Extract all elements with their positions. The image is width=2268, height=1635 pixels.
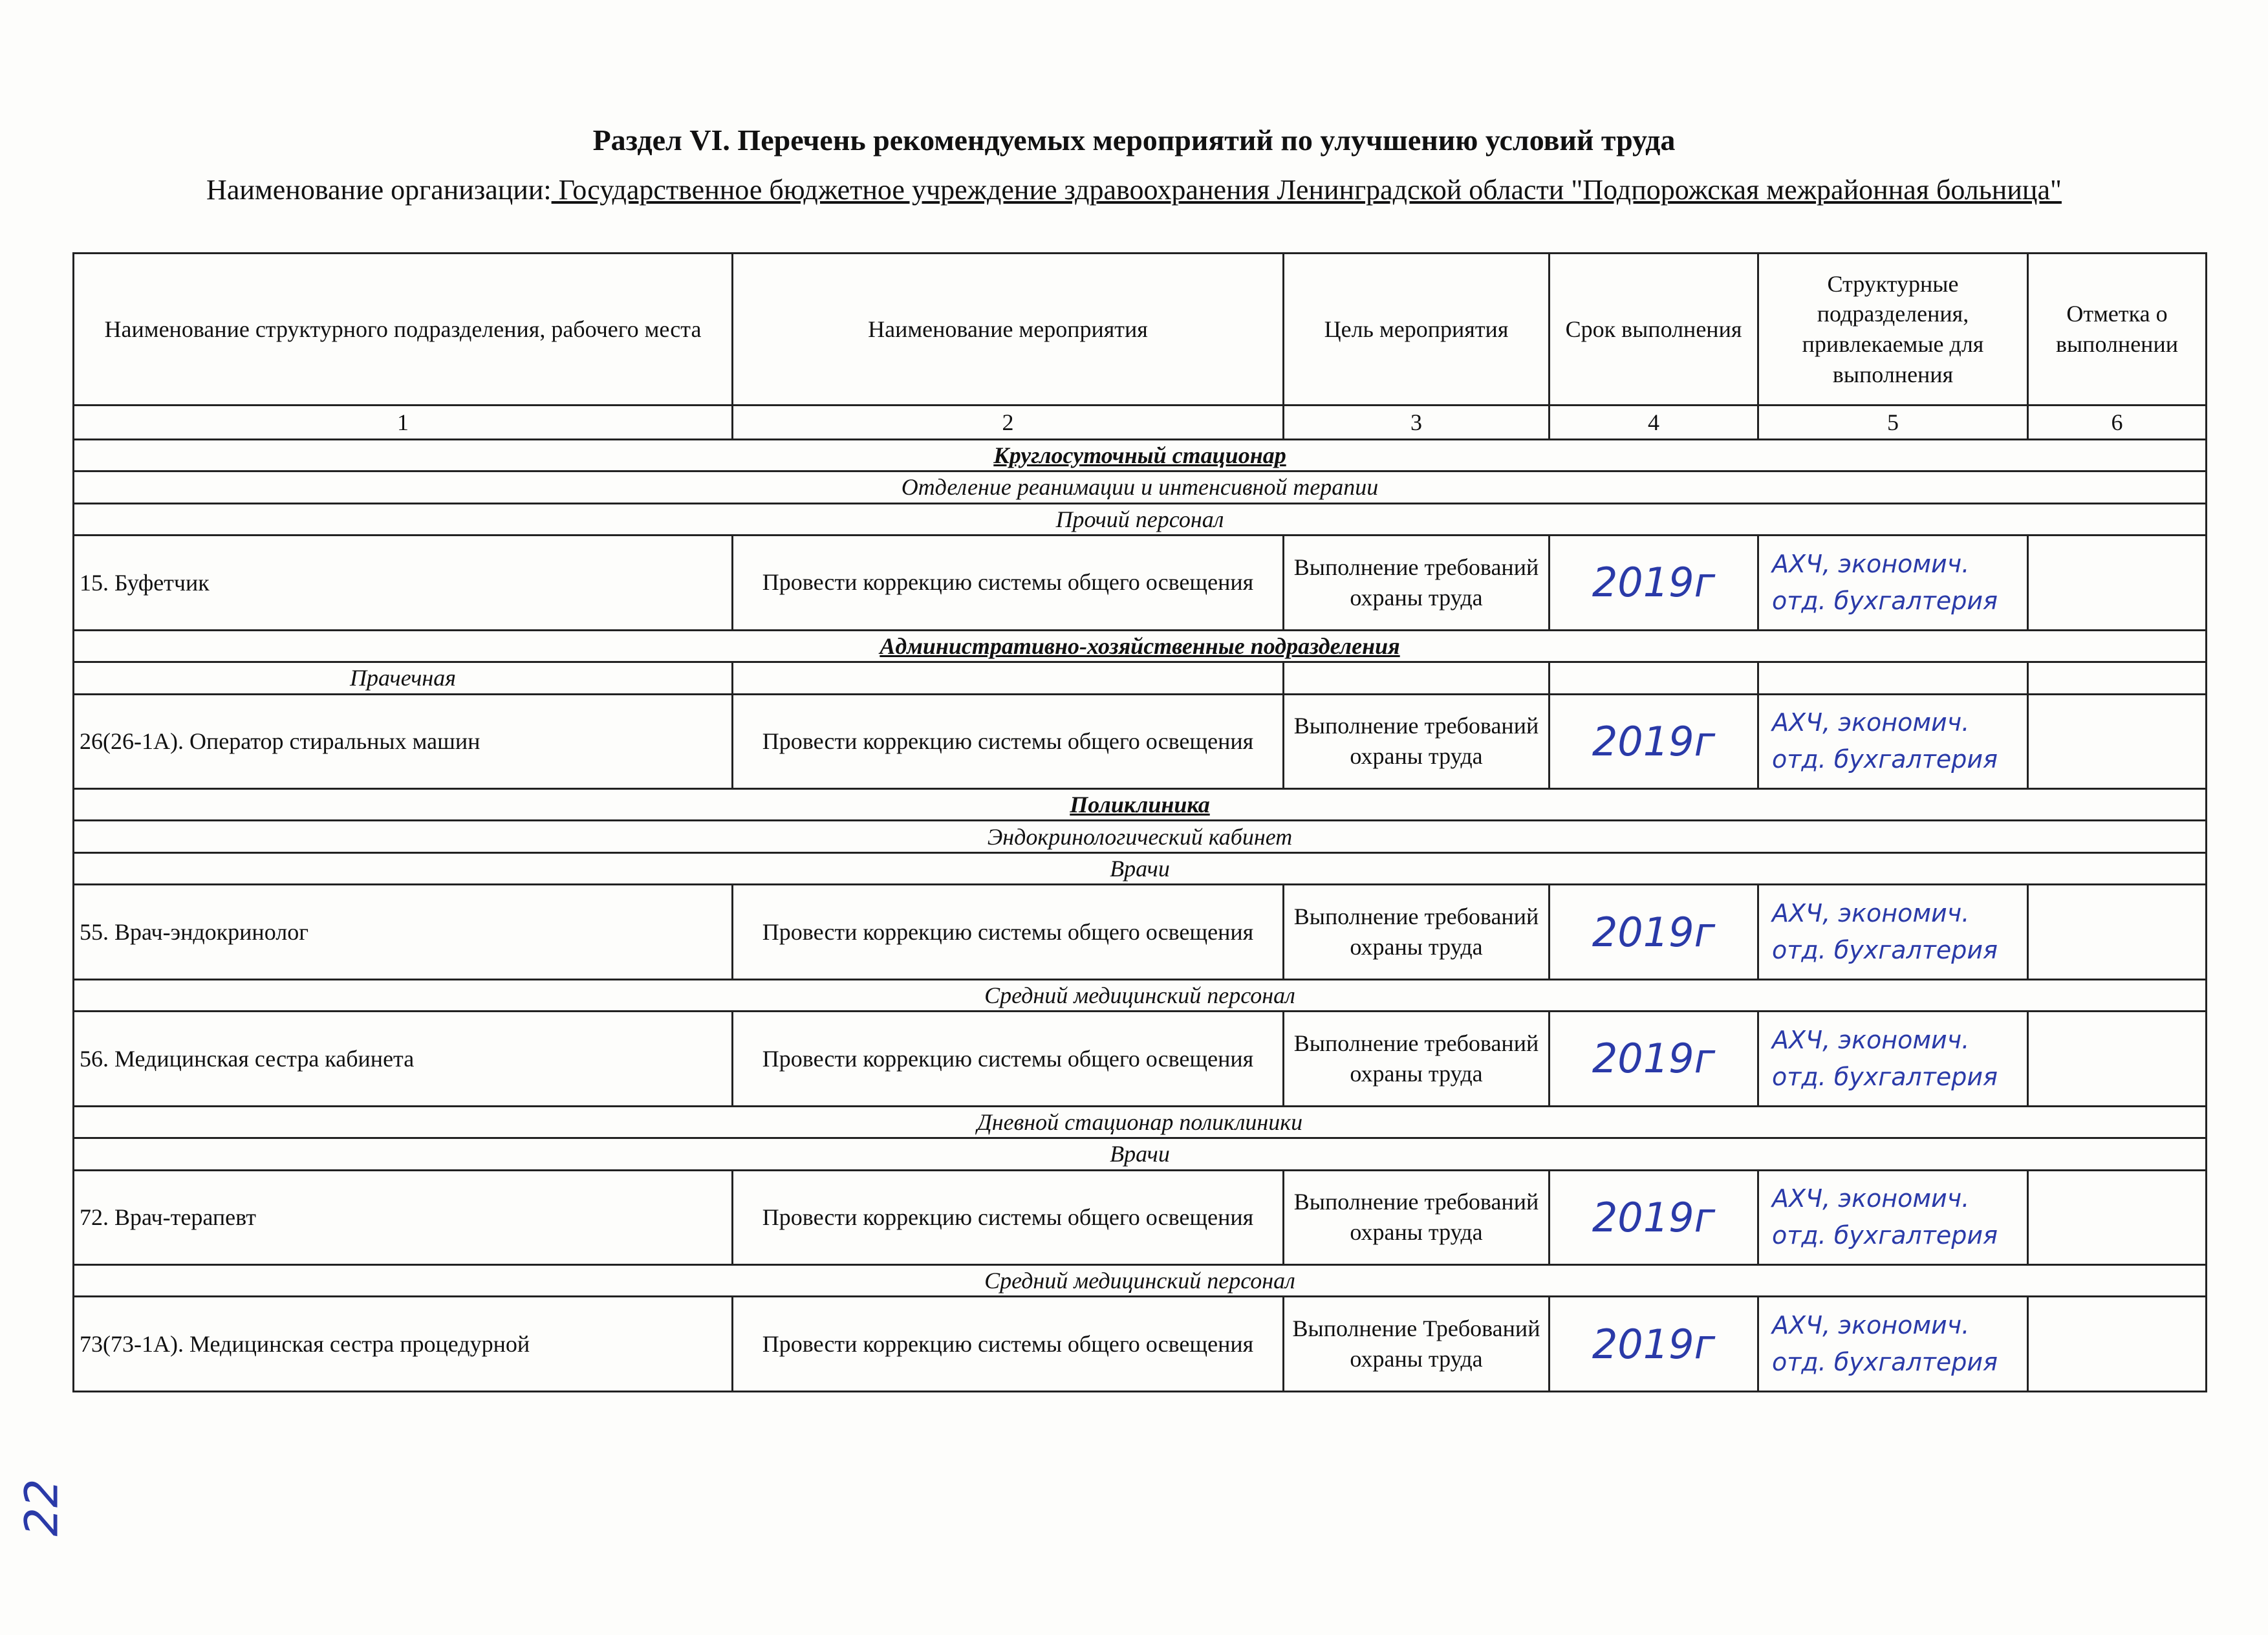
workplace-cell: 56. Медицинская сестра кабинета bbox=[74, 1012, 733, 1106]
category-row bbox=[74, 1264, 2207, 1296]
column-number: 3 bbox=[1284, 406, 1550, 440]
term-cell: 2019г bbox=[1550, 1012, 1758, 1106]
column-number: 6 bbox=[2028, 406, 2207, 440]
column-number: 4 bbox=[1550, 406, 1758, 440]
subsection-row bbox=[74, 471, 2207, 503]
empty-cell bbox=[1758, 662, 2028, 694]
category-row bbox=[74, 979, 2207, 1011]
measure-cell: Провести коррекцию системы общего освещения bbox=[733, 536, 1284, 630]
workplace-cell: 26(26-1А). Оператор стиральных машин bbox=[74, 694, 733, 788]
measure-cell: Провести коррекцию системы общего освещения bbox=[733, 694, 1284, 788]
section-title: Поликлиника bbox=[74, 788, 2207, 820]
section-row bbox=[74, 788, 2207, 820]
workplace-cell: 15. Буфетчик bbox=[74, 536, 733, 630]
subsection-title: Дневной стационар поликлиники bbox=[74, 1106, 2207, 1138]
workplace-cell: 55. Врач-эндокринолог bbox=[74, 885, 733, 979]
subsection-title: Отделение реанимации и интенсивной терапии bbox=[74, 471, 2207, 503]
mark-cell bbox=[2028, 1170, 2207, 1264]
column-number: 2 bbox=[733, 406, 1284, 440]
term-cell: 2019г bbox=[1550, 1297, 1758, 1392]
empty-cell bbox=[1550, 662, 1758, 694]
table-row bbox=[74, 694, 2207, 788]
measure-cell: Провести коррекцию системы общего освещения bbox=[733, 885, 1284, 979]
category-title: Врачи bbox=[74, 1138, 2207, 1170]
category-title: Прочий персонал bbox=[74, 503, 2207, 535]
goal-cell: Выполнение требований охраны труда bbox=[1284, 1170, 1550, 1264]
organization-label: Наименование организации: bbox=[206, 174, 552, 206]
header-units: Структурные подразделения, привлекаемые для выполнения bbox=[1758, 254, 2028, 406]
section-row bbox=[74, 439, 2207, 471]
section-row bbox=[74, 630, 2207, 662]
workplace-cell: 72. Врач-терапевт bbox=[74, 1170, 733, 1264]
mark-cell bbox=[2028, 694, 2207, 788]
table-row bbox=[74, 1297, 2207, 1392]
handwritten-page-number: 22 bbox=[15, 1478, 69, 1537]
goal-cell: Выполнение требований охраны труда bbox=[1284, 885, 1550, 979]
header-term: Срок выполнения bbox=[1550, 254, 1758, 406]
measures-table bbox=[72, 252, 2207, 1392]
units-cell: АХЧ, экономич. отд. бухгалтерия bbox=[1758, 885, 2028, 979]
category-row bbox=[74, 852, 2207, 884]
measure-cell: Провести коррекцию системы общего освещения bbox=[733, 1297, 1284, 1392]
section-title: Круглосуточный стационар bbox=[74, 439, 2207, 471]
column-number: 5 bbox=[1758, 406, 2028, 440]
category-title: Средний медицинский персонал bbox=[74, 1264, 2207, 1296]
organization-name: Государственное бюджетное учреждение здравоохранения Ленинградской области "Подпорожская межрайонная больница" bbox=[551, 174, 2062, 206]
header-goal: Цель мероприятия bbox=[1284, 254, 1550, 406]
table-row bbox=[74, 885, 2207, 979]
workplace-cell: 73(73-1А). Медицинская сестра процедурной bbox=[74, 1297, 733, 1392]
organization-line bbox=[0, 173, 2268, 206]
header-measure: Наименование мероприятия bbox=[733, 254, 1284, 406]
goal-cell: Выполнение Требований охраны труда bbox=[1284, 1297, 1550, 1392]
category-row bbox=[74, 1138, 2207, 1170]
subsection-title: Прачечная bbox=[74, 662, 733, 694]
measure-cell: Провести коррекцию системы общего освещения bbox=[733, 1170, 1284, 1264]
mark-cell bbox=[2028, 536, 2207, 630]
mark-cell bbox=[2028, 1297, 2207, 1392]
category-title: Врачи bbox=[74, 852, 2207, 884]
subsection-title: Эндокринологический кабинет bbox=[74, 821, 2207, 852]
subsection-row bbox=[74, 1106, 2207, 1138]
category-title: Средний медицинский персонал bbox=[74, 979, 2207, 1011]
header-workplace: Наименование структурного подразделения, рабочего места bbox=[74, 254, 733, 406]
term-cell: 2019г bbox=[1550, 885, 1758, 979]
measure-cell: Провести коррекцию системы общего освещения bbox=[733, 1012, 1284, 1106]
page-title: Раздел VI. Перечень рекомендуемых мероприятий по улучшению условий труда bbox=[592, 124, 1676, 157]
term-cell: 2019г bbox=[1550, 1170, 1758, 1264]
header-row bbox=[74, 254, 2207, 406]
units-cell: АХЧ, экономич. отд. бухгалтерия bbox=[1758, 1170, 2028, 1264]
subsection-row bbox=[74, 662, 2207, 694]
term-cell: 2019г bbox=[1550, 694, 1758, 788]
mark-cell bbox=[2028, 1012, 2207, 1106]
goal-cell: Выполнение требований охраны труда bbox=[1284, 694, 1550, 788]
empty-cell bbox=[2028, 662, 2207, 694]
header-mark: Отметка о выполнении bbox=[2028, 254, 2207, 406]
section-title: Административно-хозяйственные подразделения bbox=[74, 630, 2207, 662]
units-cell: АХЧ, экономич. отд. бухгалтерия bbox=[1758, 694, 2028, 788]
empty-cell bbox=[1284, 662, 1550, 694]
mark-cell bbox=[2028, 885, 2207, 979]
subsection-row bbox=[74, 821, 2207, 852]
goal-cell: Выполнение требований охраны труда bbox=[1284, 536, 1550, 630]
goal-cell: Выполнение требований охраны труда bbox=[1284, 1012, 1550, 1106]
column-number: 1 bbox=[74, 406, 733, 440]
category-row bbox=[74, 503, 2207, 535]
units-cell: АХЧ, экономич. отд. бухгалтерия bbox=[1758, 1012, 2028, 1106]
table-row bbox=[74, 536, 2207, 630]
empty-cell bbox=[733, 662, 1284, 694]
table-row bbox=[74, 1012, 2207, 1106]
table-row bbox=[74, 1170, 2207, 1264]
column-numbers-row bbox=[74, 406, 2207, 440]
units-cell: АХЧ, экономич. отд. бухгалтерия bbox=[1758, 536, 2028, 630]
term-cell: 2019г bbox=[1550, 536, 1758, 630]
units-cell: АХЧ, экономич. отд. бухгалтерия bbox=[1758, 1297, 2028, 1392]
